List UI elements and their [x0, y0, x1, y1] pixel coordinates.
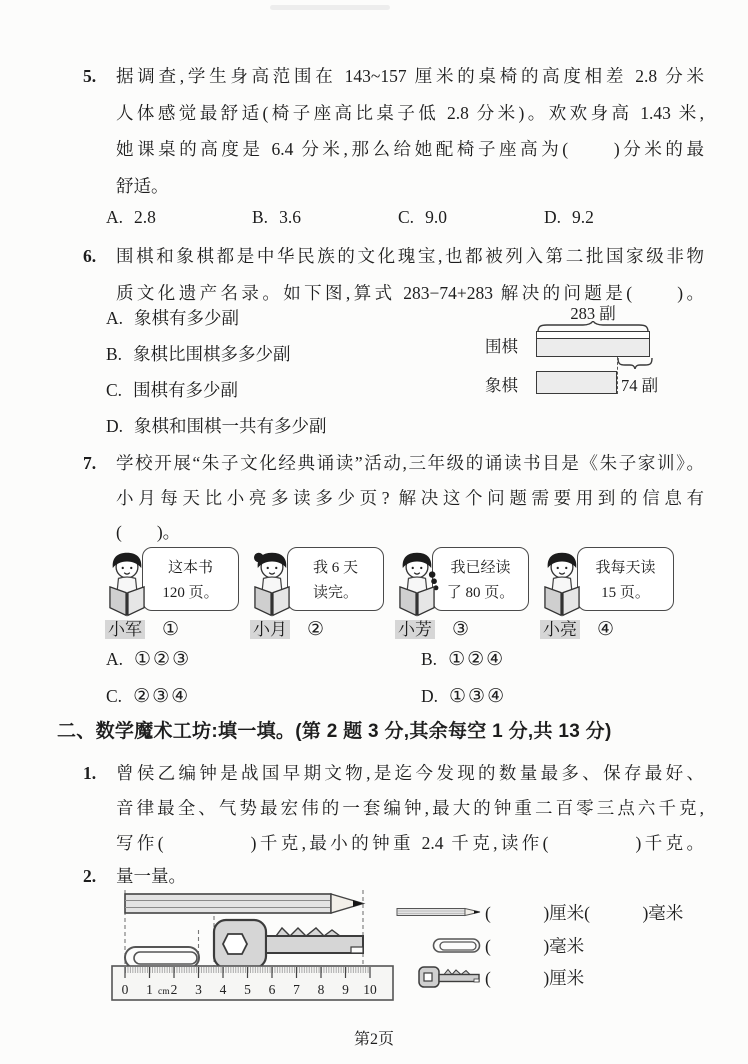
option-c: C. 9.0: [398, 207, 447, 227]
option-d: D. 象棋和围棋一共有多少副: [106, 416, 327, 436]
section-2-header: 二、数学魔术工坊:填一填。(第 2 题 3 分,其余每空 1 分,共 13 分): [57, 721, 612, 742]
option-d: D. ①③④: [421, 686, 507, 707]
option-b: B. ①②④: [421, 649, 506, 670]
key-icon: [418, 965, 482, 989]
reading-girl-icon: [245, 549, 299, 621]
kid-xiaojun: [100, 546, 245, 641]
question-5-options: [106, 205, 594, 229]
reading-boy-icon: [535, 549, 589, 621]
question-7-options: [106, 648, 676, 708]
question-number: 2.: [83, 866, 97, 886]
svg-text:9: 9: [342, 982, 349, 997]
pencil-icon: [396, 906, 482, 918]
svg-text:10: 10: [363, 982, 377, 997]
kid-xiaoyue: [245, 546, 390, 641]
option-a: A. 象棋有多少副: [106, 308, 240, 328]
section2-question-1: [83, 756, 705, 861]
question-5: [83, 58, 705, 204]
pencil-answer-row: [392, 897, 683, 927]
under-brace: [617, 358, 653, 369]
question-number: 1.: [83, 763, 97, 783]
svg-text:1: 1: [146, 982, 153, 997]
measuring-figure: [100, 886, 400, 1006]
key-icon: [214, 920, 363, 968]
speech-bubble: 我每天读 15 页。: [577, 547, 674, 611]
option-c: C. 围棋有多少副: [106, 380, 239, 400]
answer-blanks: ( )厘米( )毫米: [485, 902, 684, 923]
svg-text:7: 7: [293, 982, 300, 997]
page-footer: 第2页: [353, 1031, 394, 1048]
question-number: 6.: [83, 246, 97, 266]
bar1-label: 围棋: [485, 337, 518, 356]
question-line: 写作( )千克,最小的钟重 2.4 千克,读作( )千克。: [116, 833, 704, 853]
xiangqi-bar: [536, 371, 617, 394]
key-answer-row: [392, 962, 584, 992]
question-title: 量一量。: [116, 866, 186, 886]
kid-number-tag: ①: [162, 619, 180, 640]
speech-bubble: 我已经读 了 80 页。: [432, 547, 529, 611]
option-d: D. 9.2: [544, 207, 594, 227]
question-number: 5.: [83, 66, 97, 86]
question-line: 小月每天比小亮多读多少页? 解决这个问题需要用到的信息有: [116, 487, 704, 508]
bar2-label: 象棋: [485, 376, 518, 395]
kid-name: 小月: [250, 620, 290, 639]
question-line: 她课桌的高度是 6.4 分米,那么给她配椅子座高为( )分米的最: [116, 139, 704, 159]
question-line: 音律最全、气势最宏伟的一套编钟,最大的钟重二百零三点六千克,: [116, 798, 704, 818]
question-6-options: [106, 300, 327, 444]
question-line: 曾侯乙编钟是战国早期文物,是迄今发现的数量最多、保存最好、: [116, 763, 704, 783]
question-line: 舒适。: [116, 175, 169, 196]
question-line: 质文化遗产名录。如下图,算式 283−74+283 解决的问题是( )。: [116, 282, 704, 303]
svg-text:4: 4: [219, 982, 227, 997]
answer-blanks: ( )毫米: [485, 935, 585, 956]
option-b: B. 象棋比围棋多多少副: [106, 344, 291, 364]
dashed-guide-line: [617, 357, 618, 394]
total-count-label: 283 副: [570, 304, 616, 323]
kid-xiaofang: [390, 546, 535, 641]
ruler-unit: cm: [158, 987, 170, 997]
pencil-icon: [125, 894, 363, 913]
question-line: ( )。: [116, 522, 181, 542]
scan-artifact: [270, 5, 390, 10]
reading-girl-braid-icon: [390, 549, 444, 621]
svg-text:6: 6: [268, 982, 276, 997]
svg-text:0: 0: [121, 982, 129, 997]
speech-bubble: 这本书 120 页。: [142, 547, 239, 611]
question-7: [83, 446, 705, 550]
option-c: C. ②③④: [106, 686, 191, 707]
question-line: 据调查,学生身高范围在 143~157 厘米的桌椅的高度相差 2.8 分米: [116, 66, 704, 86]
question-number: 7.: [83, 453, 97, 473]
kid-number-tag: ②: [307, 619, 325, 640]
kid-number-tag: ④: [597, 619, 615, 640]
option-a: A. 2.8: [106, 207, 156, 227]
question-line: 人体感觉最舒适(椅子座高比桌子低 2.8 分米)。欢欢身高 1.43 米,: [116, 102, 704, 123]
option-a: A. ①②③: [106, 649, 192, 670]
speech-bubble: 我 6 天 读完。: [287, 547, 384, 611]
kid-xiaoliang: [535, 546, 680, 641]
reading-boy-icon: [100, 549, 154, 621]
ruler: [112, 966, 393, 1000]
weiqi-bar: [536, 331, 650, 357]
bar-fill: [537, 338, 649, 356]
svg-text:5: 5: [244, 982, 251, 997]
paperclip-answer-row: [392, 930, 584, 960]
kids-illustration-row: [100, 546, 680, 641]
option-b: B. 3.6: [252, 207, 301, 227]
svg-text:3: 3: [195, 982, 202, 997]
question-line: 围棋和象棋都是中华民族的文化瑰宝,也都被列入第二批国家级非物: [116, 246, 704, 266]
paperclip-icon: [125, 947, 199, 968]
kid-name: 小亮: [540, 620, 580, 639]
difference-label: 74 副: [621, 376, 659, 395]
svg-text:8: 8: [317, 982, 325, 997]
answer-blanks: ( )厘米: [485, 967, 585, 988]
question-line: 学校开展“朱子文化经典诵读”活动,三年级的诵读书目是《朱子家训》。: [116, 453, 704, 473]
paperclip-icon: [432, 937, 482, 954]
bar-diagram: [479, 302, 714, 404]
kid-number-tag: ③: [452, 619, 470, 640]
kid-name: 小芳: [395, 620, 435, 639]
kid-name: 小军: [105, 620, 145, 639]
svg-text:2: 2: [170, 982, 178, 997]
